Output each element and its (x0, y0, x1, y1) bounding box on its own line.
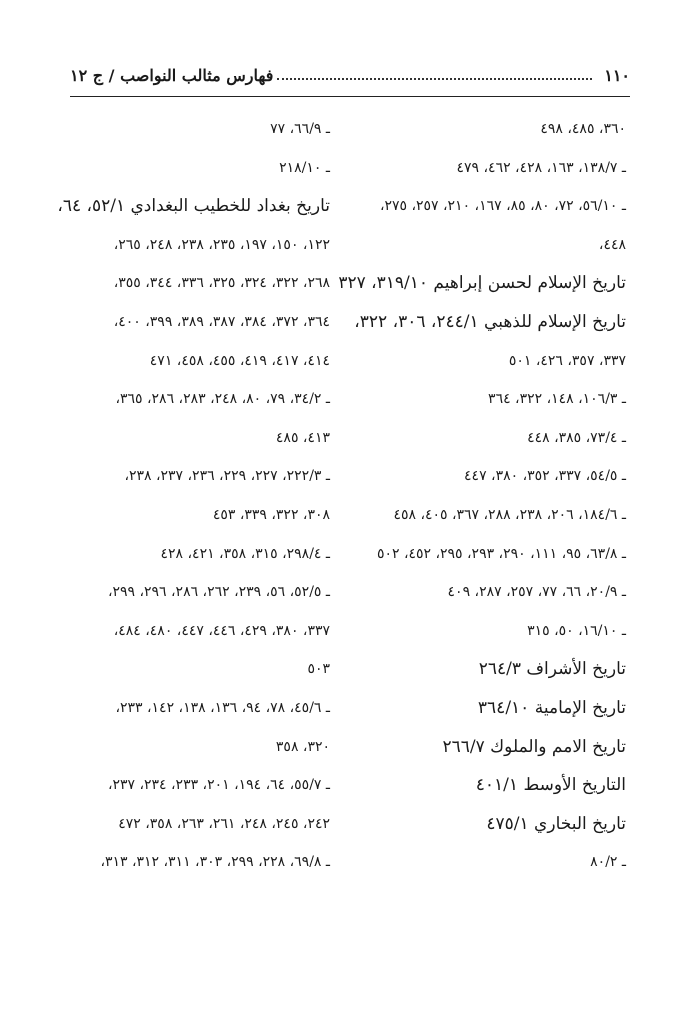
index-entry-line: ٢٤٢، ٢٤٥، ٢٤٨، ٢٦١، ٢٦٣، ٣٥٨، ٤٧٢ (118, 815, 330, 832)
running-title: فهارس مثالب النواصب / ج ١٢ (70, 65, 274, 85)
index-entry-line: ـ ١٦/١٠، ٥٠، ٣١٥ (527, 622, 626, 639)
index-entry-line: ـ ١٣٨/٧، ١٦٣، ٤٢٨، ٤٦٢، ٤٧٩ (456, 159, 626, 176)
index-entry-line: تاريخ الامم والملوك ٢٦٦/٧ (442, 736, 626, 757)
index-entry-line: ـ ٢٢٢/٣، ٢٢٧، ٢٢٩، ٢٣٦، ٢٣٧، ٢٣٨، (124, 468, 330, 485)
page-number: ١١٠ (604, 65, 630, 85)
index-entry-line: ـ ٨٠/٢ (590, 854, 626, 871)
index-entry-line: تاريخ الإمامية ٣٦٤/١٠ (477, 697, 626, 718)
index-entry-line: ـ ٥٦/١٠، ٧٢، ٨٠، ٨٥، ١٦٧، ٢١٠، ٢٥٧، ٢٧٥، (379, 198, 626, 215)
index-entry-line: ـ ٢٩٨/٤، ٣١٥، ٣٥٨، ٤٢١، ٤٢٨ (160, 545, 330, 562)
dotted-leader (277, 78, 592, 80)
index-column-left (57, 110, 330, 882)
index-entry-line: ٤١٤، ٤١٧، ٤١٩، ٤٥٥، ٤٥٨، ٤٧١ (149, 352, 330, 369)
index-entry-line: ١٢٢، ١٥٠، ١٩٧، ٢٣٥، ٢٣٨، ٢٤٨، ٢٦٥، (113, 236, 330, 253)
index-entry-line: ـ ١٨٤/٦، ٢٠٦، ٢٣٨، ٢٨٨، ٣٦٧، ٤٠٥، ٤٥٨ (393, 506, 626, 523)
index-entry-line: تاريخ الأشراف ٢٦٤/٣ (478, 659, 626, 680)
index-entry-line: ـ ٧٣/٤، ٣٨٥، ٤٤٨ (527, 429, 626, 446)
index-entry-line: ـ ١٠٦/٣، ١٤٨، ٣٢٢، ٣٦٤ (488, 391, 626, 408)
index-entry-line: ـ ٣٤/٢، ٧٩، ٨٠، ٢٤٨، ٢٨٣، ٢٨٦، ٣٦٥، (115, 391, 330, 408)
page-header (70, 58, 630, 92)
index-entry-line: ـ ٥٥/٧، ٦٤، ١٩٤، ٢٠١، ٢٣٣، ٢٣٤، ٢٣٧، (107, 777, 330, 794)
index-entry-line: ٥٠٣ (307, 661, 330, 678)
index-entry-line: ٤٤٨، (598, 236, 626, 253)
index-entry-line: ـ ٢٠/٩، ٦٦، ٧٧، ٢٥٧، ٢٨٧، ٤٠٩ (447, 584, 626, 601)
index-entry-line: التاريخ الأوسط ٤٠١/١ (475, 775, 626, 796)
index-entry-line: تاريخ البخاري ٤٧٥/١ (486, 813, 626, 834)
index-entry-line: ٤١٣، ٤٨٥ (275, 429, 330, 446)
index-entry-line: ٣٢٠، ٣٥٨ (275, 738, 330, 755)
index-entry-line: ٣٣٧، ٣٥٧، ٤٢٦، ٥٠١ (508, 352, 626, 369)
index-entry-line: ـ ٦٣/٨، ٩٥، ١١١، ٢٩٠، ٢٩٣، ٢٩٥، ٤٥٢، ٥٠٢ (376, 545, 626, 562)
index-entry-line: ـ ٢١٨/١٠ (279, 159, 330, 176)
index-entry-line: ـ ٥٢/٥، ٥٦، ٢٣٩، ٢٦٢، ٢٨٦، ٢٩٦، ٢٩٩، (107, 584, 330, 601)
index-column-right (338, 110, 626, 882)
index-entry-line: ٣٣٧، ٣٨٠، ٤٢٩، ٤٤٦، ٤٤٧، ٤٨٠، ٤٨٤، (113, 622, 330, 639)
index-entry-line: ـ ٦٩/٨، ٢٢٨، ٢٩٩، ٣٠٣، ٣١١، ٣١٢، ٣١٣، (100, 854, 330, 871)
index-entry-line: تاريخ الإسلام للذهبي ٢٤٤/١، ٣٠٦، ٣٢٢، (354, 311, 626, 332)
index-entry-line: ـ ٤٥/٦، ٧٨، ٩٤، ١٣٦، ١٣٨، ١٤٢، ٢٣٣، (115, 699, 330, 716)
index-entry-line: ٣٠٨، ٣٢٢، ٣٣٩، ٤٥٣ (212, 506, 330, 523)
index-entry-line: تاريخ بغداد للخطيب البغدادي ٥٢/١، ٦٤، (57, 196, 330, 217)
index-entry-line: ٣٦٠، ٤٨٥، ٤٩٨ (540, 121, 626, 137)
index-entry-line: ـ ٥٤/٥، ٣٣٧، ٣٥٢، ٣٨٠، ٤٤٧ (464, 468, 626, 485)
header-rule (70, 96, 630, 97)
index-entry-line: ـ ٦٦/٩، ٧٧ (270, 121, 330, 137)
index-entry-line: ٢٦٨، ٣٢٢، ٣٢٤، ٣٢٥، ٣٣٦، ٣٤٤، ٣٥٥، (113, 275, 330, 292)
index-entry-line: ٣٦٤، ٣٧٢، ٣٨٤، ٣٨٧، ٣٨٩، ٣٩٩، ٤٠٠، (113, 313, 330, 330)
index-entry-line: تاريخ الإسلام لحسن إبراهيم ٣١٩/١٠، ٣٢٧ (338, 273, 626, 294)
